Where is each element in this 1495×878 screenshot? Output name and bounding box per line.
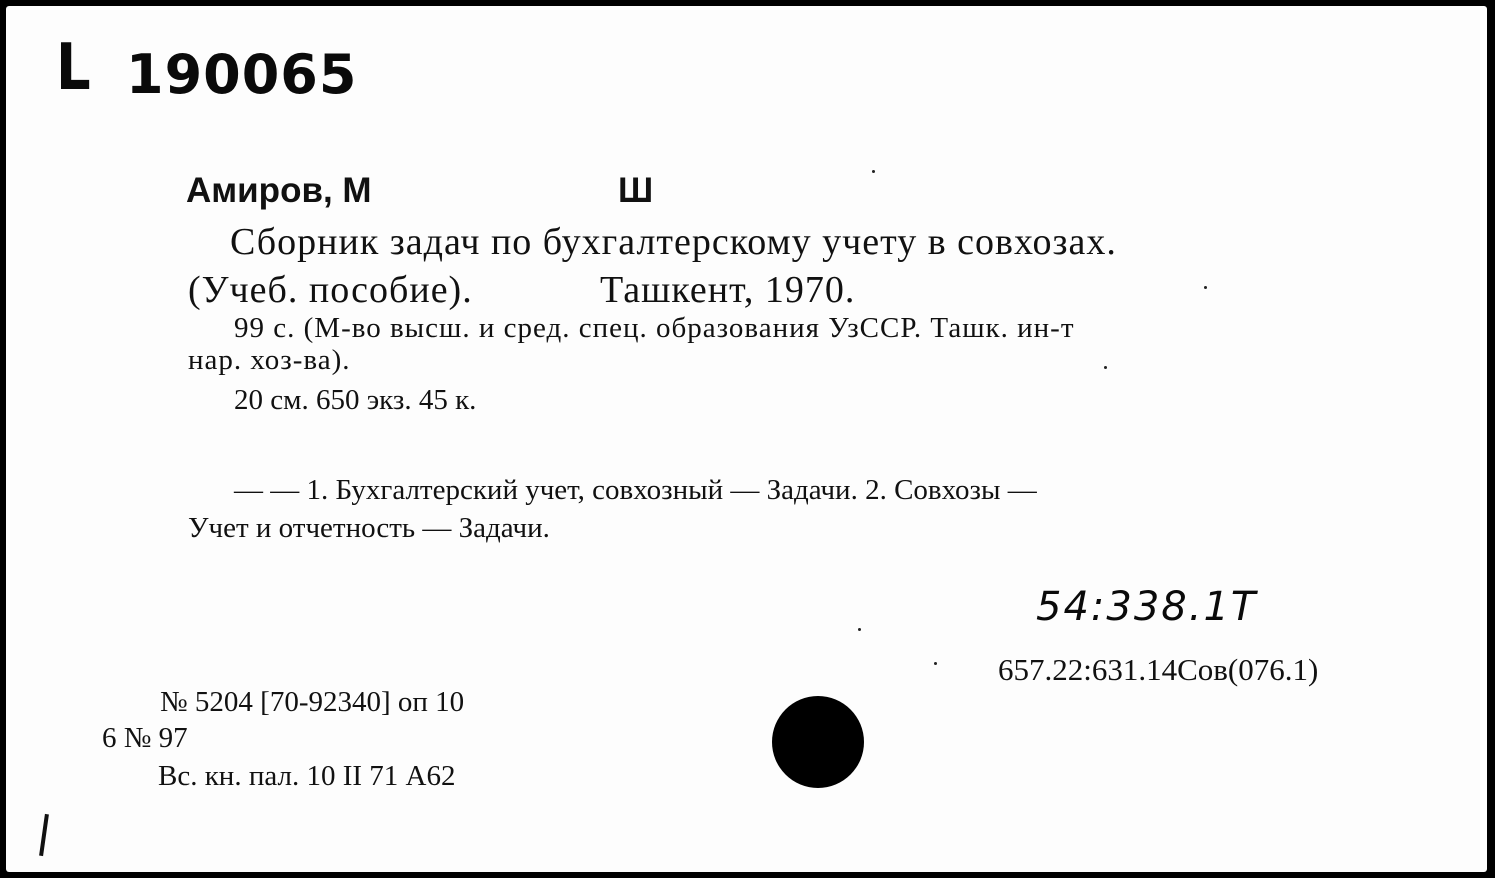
handwritten-classification: 54:338.1Т	[1036, 584, 1258, 630]
speck	[1204, 286, 1207, 289]
pen-mark	[39, 814, 49, 856]
subject-headings: — — 1. Бухгалтерский учет, совхозный — Задачи. 2. Совхозы —	[234, 474, 1037, 506]
imprint: Ташкент, 1970.	[600, 269, 856, 311]
speck	[872, 170, 875, 173]
format-line: 20 см. 650 экз. 45 к.	[234, 384, 477, 416]
copy-number: 6 № 97	[102, 722, 188, 754]
print-order-line: № 5204 [70-92340] оп 10	[160, 686, 465, 718]
punch-hole	[772, 696, 864, 788]
subject-headings-continuation: Учет и отчетность — Задачи.	[188, 512, 550, 544]
inventory-letter: L	[56, 31, 91, 105]
author-patronymic: Ш	[618, 171, 654, 210]
author-heading: Амиров, М	[186, 171, 372, 210]
collation-continuation: нар. хоз-ва).	[188, 344, 351, 376]
udc-index: 657.22:631.14Сов(076.1)	[998, 652, 1319, 687]
title-subtitle: (Учеб. пособие).	[188, 269, 473, 311]
collation-line: 99 с. (М-во высш. и сред. спец. образования УзССР. Ташк. ин-т	[234, 312, 1075, 344]
speck	[934, 662, 937, 665]
book-chamber-line: Вс. кн. пал. 10 II 71 А62	[158, 760, 456, 792]
title-line: Сборник задач по бухгалтерскому учету в совхозах.	[230, 221, 1117, 263]
speck	[1104, 366, 1107, 369]
speck	[858, 628, 861, 631]
catalog-card	[6, 6, 1487, 872]
inventory-number: 190065	[126, 43, 358, 106]
